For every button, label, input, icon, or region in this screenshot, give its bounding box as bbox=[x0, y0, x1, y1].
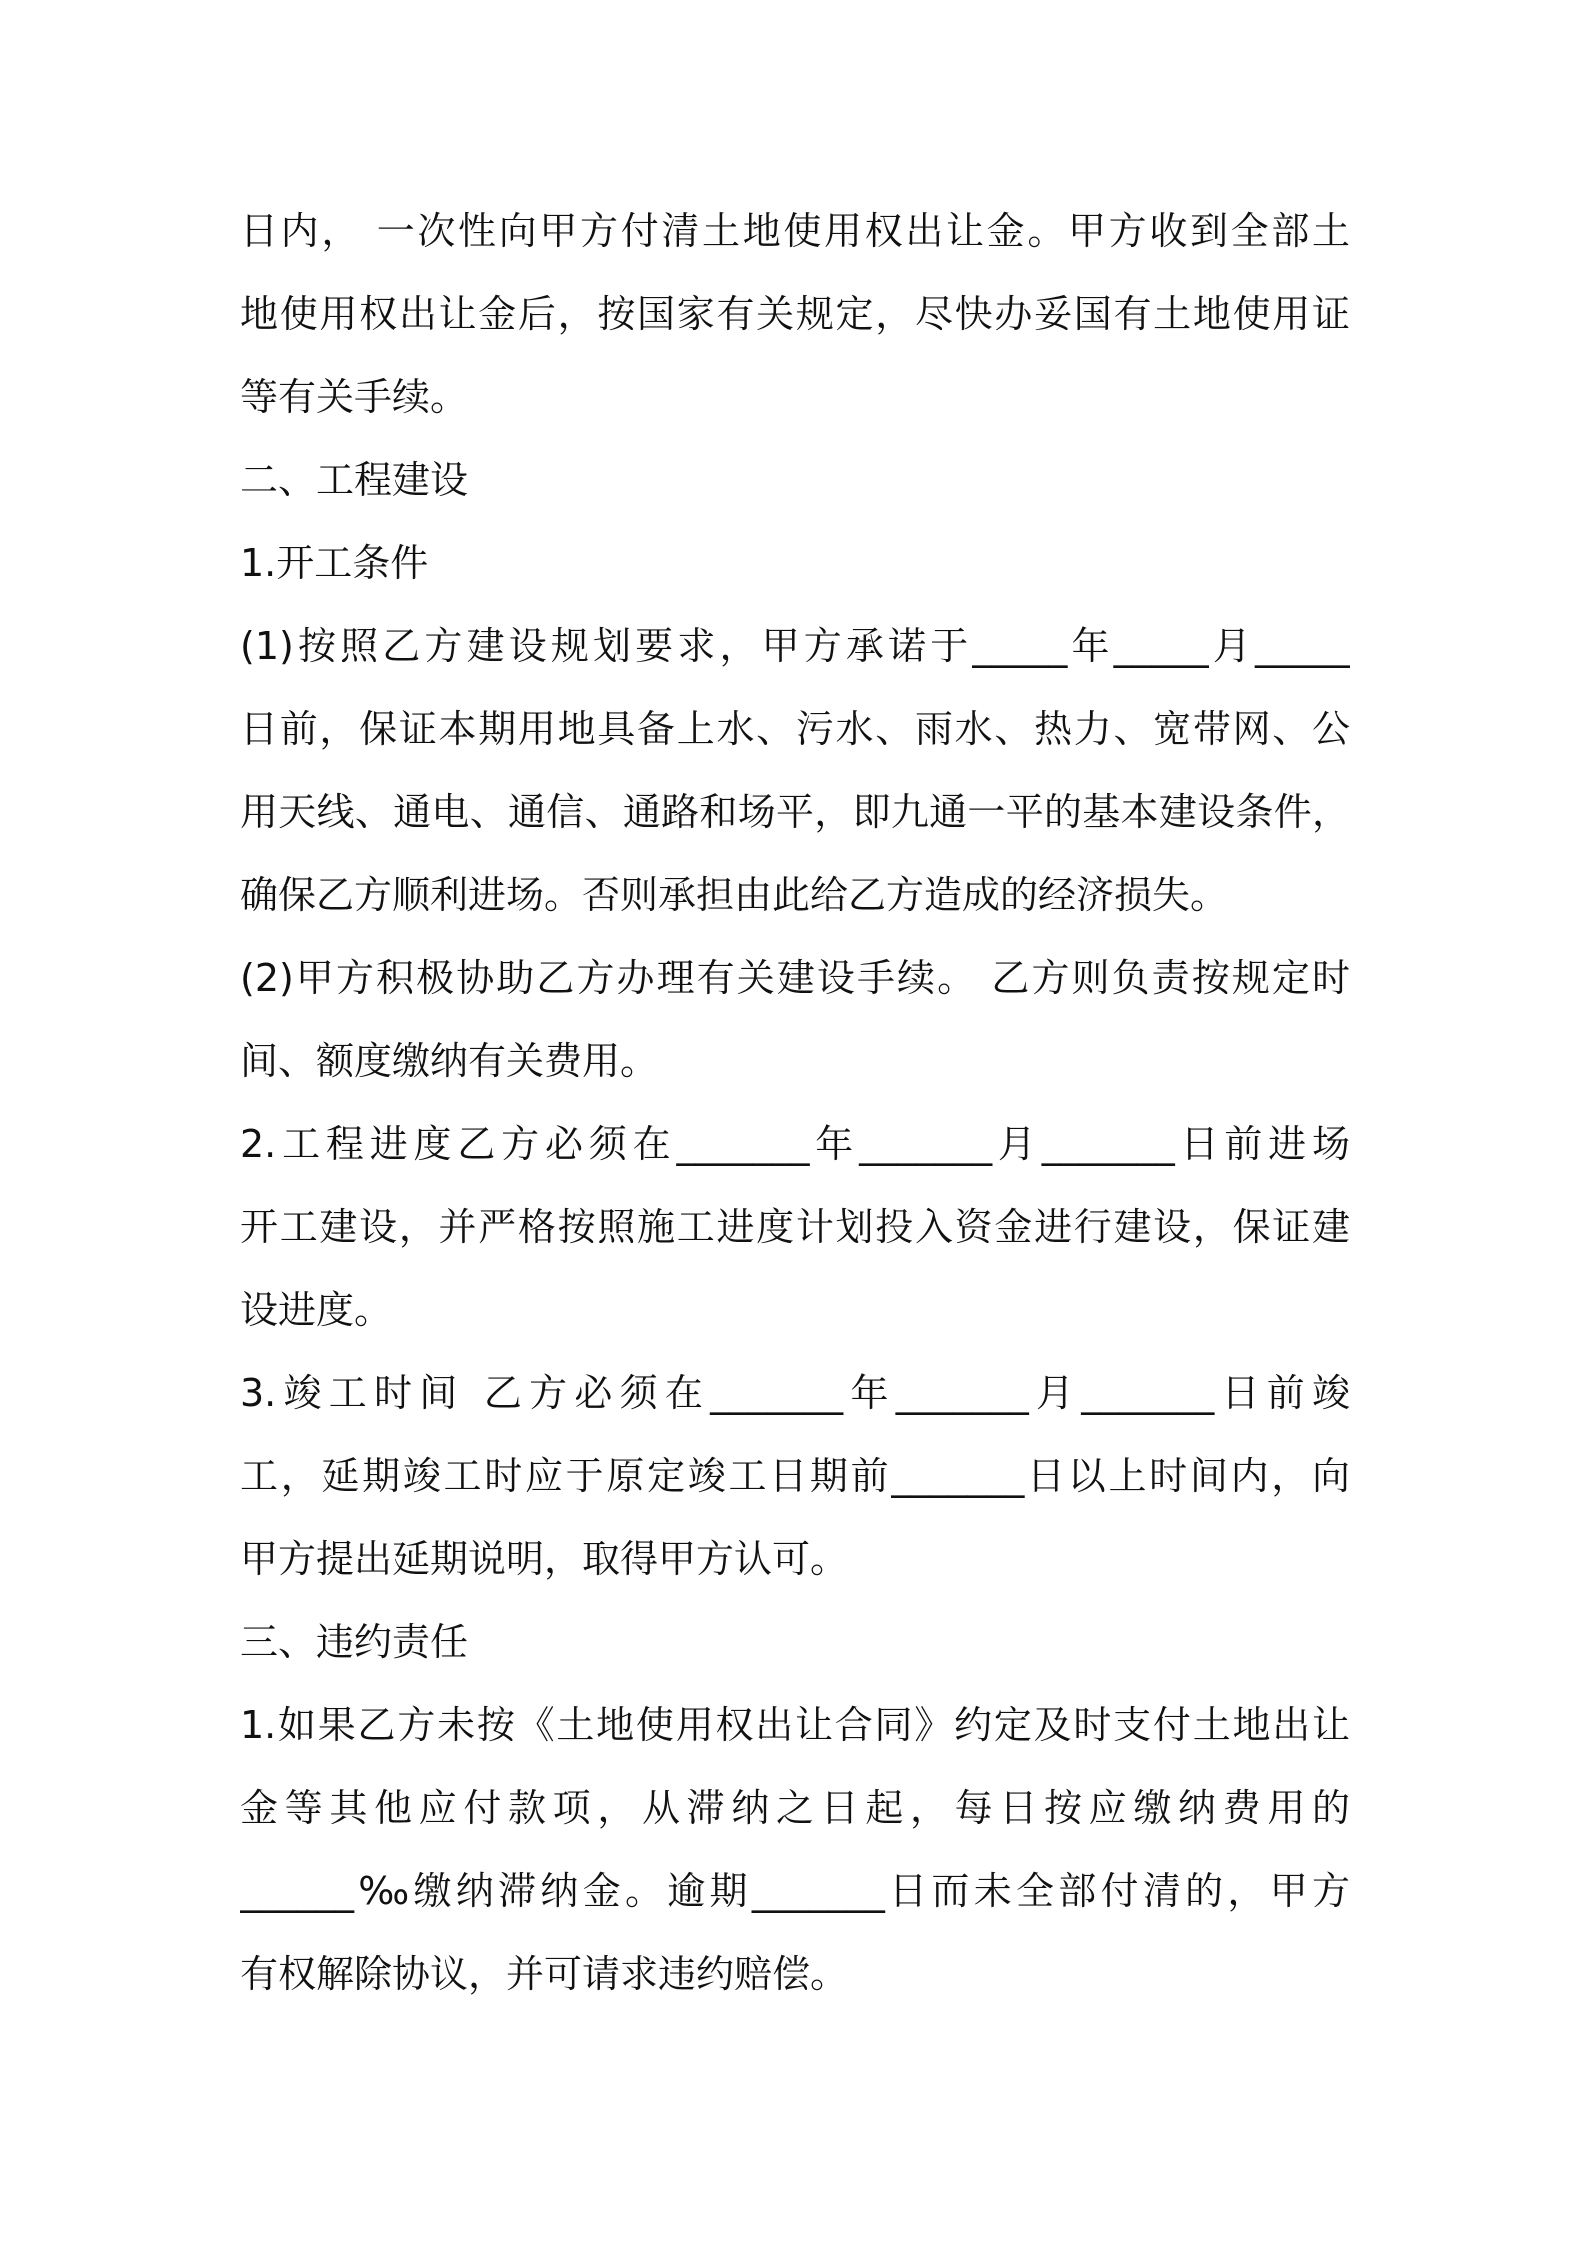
text-line: 甲方提出延期说明，取得甲方认可。 bbox=[240, 1537, 849, 1581]
text-line: 3.竣工时间 乙方必须在_______年_______月_______日前竣 bbox=[240, 1371, 1350, 1415]
document-body bbox=[240, 190, 1350, 2016]
text-line: (1)按照乙方建设规划要求，甲方承诺于_____年_____月_____ bbox=[240, 624, 1350, 668]
text-line: (2)甲方积极协助乙方办理有关建设手续。 乙方则负责按规定时 bbox=[240, 956, 1350, 1000]
text-line: 1.如果乙方未按《土地使用权出让合同》约定及时支付土地出让 bbox=[240, 1703, 1350, 1747]
text-line: 有权解除协议，并可请求违约赔偿。 bbox=[240, 1952, 849, 1996]
text-line: 工，延期竣工时应于原定竣工日期前_______日以上时间内，向 bbox=[240, 1454, 1350, 1498]
section-heading: 三、违约责任 bbox=[240, 1620, 469, 1664]
text-line: 确保乙方顺利进场。否则承担由此给乙方造成的经济损失。 bbox=[240, 873, 1229, 917]
text-line: 2.工程进度乙方必须在_______年_______月_______日前进场 bbox=[240, 1122, 1350, 1166]
text-line: 开工建设，并严格按照施工进度计划投入资金进行建设，保证建 bbox=[240, 1205, 1350, 1249]
text-line: 日前，保证本期用地具备上水、污水、雨水、热力、宽带网、公 bbox=[240, 707, 1350, 751]
text-line: 等有关手续。 bbox=[240, 375, 469, 419]
text-line: ______‰缴纳滞纳金。逾期_______日而未全部付清的，甲方 bbox=[240, 1869, 1350, 1913]
text-line: 日内， 一次性向甲方付清土地使用权出让金。甲方收到全部土 bbox=[240, 209, 1350, 253]
text-line: 金等其他应付款项，从滞纳之日起，每日按应缴纳费用的 bbox=[240, 1786, 1350, 1830]
text-line: 地使用权出让金后，按国家有关规定，尽快办妥国有土地使用证 bbox=[240, 292, 1350, 336]
text-line: 用天线、通电、通信、通路和场平，即九通一平的基本建设条件， bbox=[240, 790, 1350, 834]
text-line: 设进度。 bbox=[240, 1288, 393, 1332]
text-line: 间、额度缴纳有关费用。 bbox=[240, 1039, 659, 1083]
section-heading: 二、工程建设 bbox=[240, 458, 469, 502]
subsection-heading: 1.开工条件 bbox=[240, 541, 429, 585]
